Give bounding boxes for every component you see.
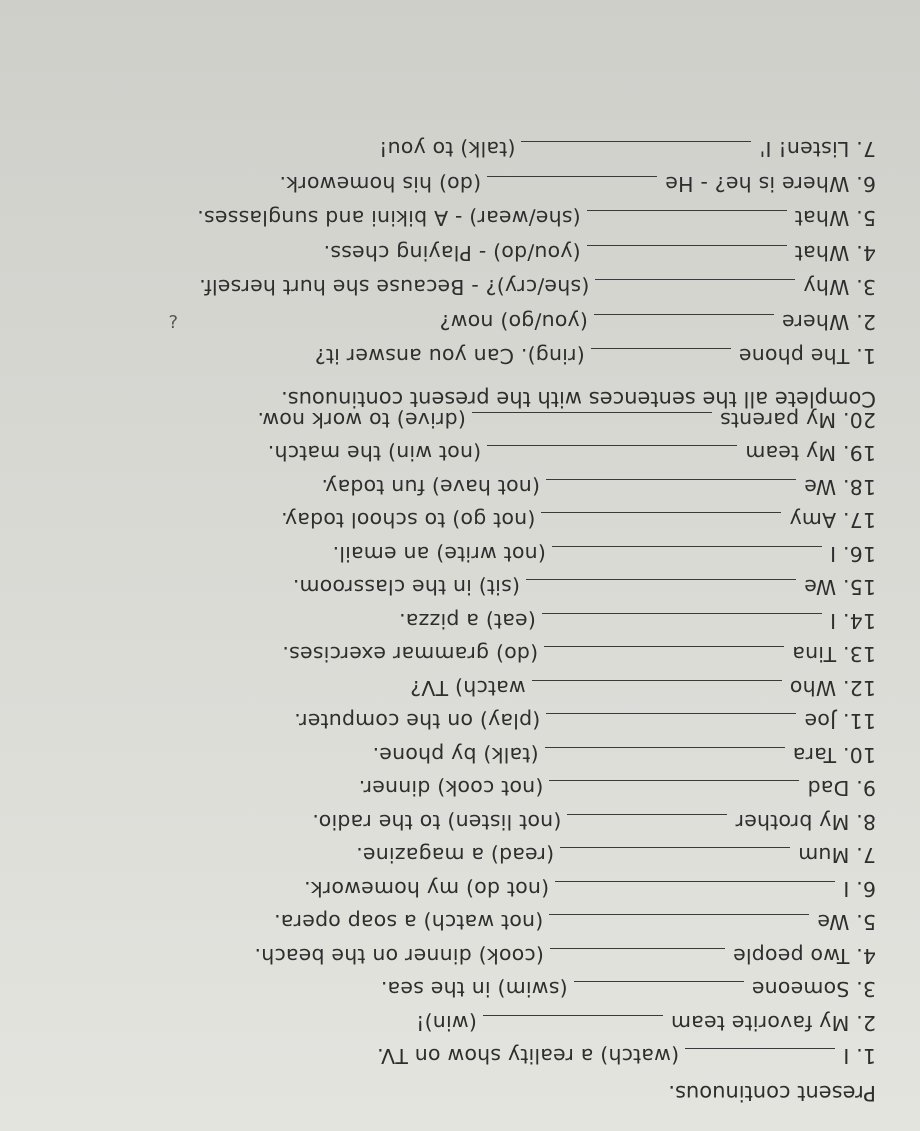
item-lead: 16. I xyxy=(829,542,876,566)
answer-blank xyxy=(541,513,781,530)
item-lead: 3. Why xyxy=(803,275,876,300)
exercise-1-item-10 xyxy=(20,743,876,777)
item-clue: watch) TV? xyxy=(410,676,526,700)
item-clue: (read) a magazine. xyxy=(356,843,555,868)
item-clue: (not listen) to the radio. xyxy=(312,810,562,834)
exercise-2-item-1 xyxy=(20,345,876,380)
answer-blank xyxy=(487,176,657,193)
exercise-1-item-15 xyxy=(20,576,876,610)
item-clue: (she/wear) - A bikini and sunglasses. xyxy=(197,206,581,231)
exercise-2-item-5 xyxy=(20,207,876,242)
exercise-1-item-9 xyxy=(20,777,876,811)
item-lead: 10. Tara xyxy=(792,743,876,767)
item-clue: (win)! xyxy=(415,1011,477,1035)
item-lead: 1. I xyxy=(843,1044,876,1069)
answer-blank xyxy=(526,580,796,597)
item-lead: 4. What xyxy=(794,241,876,265)
exercise-1-item-8 xyxy=(20,810,876,844)
exercise-1-item-2 xyxy=(20,1011,876,1045)
item-lead: 17. Amy xyxy=(789,508,876,533)
exercise-1-item-16 xyxy=(20,542,876,576)
answer-blank xyxy=(546,479,796,496)
exercise-1-item-4 xyxy=(20,944,876,978)
item-clue: (do) grammar exercises. xyxy=(282,642,539,667)
item-clue: (swim) in the sea. xyxy=(380,977,568,1002)
exercise-1-item-12 xyxy=(20,676,876,710)
item-lead: 5. We xyxy=(817,910,876,935)
item-clue: (eat) a pizza. xyxy=(398,609,536,633)
exercise-2-heading: Complete all the sentences with the present continuous. xyxy=(281,387,876,411)
exercise-2-item-6 xyxy=(20,172,876,207)
exercise-2-item-3 xyxy=(20,276,876,311)
item-lead: 9. Dad xyxy=(807,776,876,801)
answer-blank xyxy=(483,1015,663,1032)
item-clue: (drive) to work now. xyxy=(257,408,466,432)
exercise-present-continuous xyxy=(20,408,876,1105)
exercise-1-item-13 xyxy=(20,643,876,677)
answer-blank xyxy=(552,546,822,563)
answer-blank xyxy=(550,948,725,965)
item-clue: (sit) in the classroom. xyxy=(292,575,520,600)
answer-blank xyxy=(472,412,712,429)
answer-blank xyxy=(487,446,737,463)
item-clue: (play) on the computer. xyxy=(294,709,541,734)
item-lead: 2. My favorite team xyxy=(670,1011,876,1035)
item-lead: 7. Mum xyxy=(798,843,876,868)
item-lead: 13. Tina xyxy=(792,642,876,667)
exercise-2-list xyxy=(20,138,876,380)
item-clue: (not have) fun today. xyxy=(321,475,540,499)
item-lead: 6. Where is he? - He xyxy=(665,172,876,196)
answer-blank xyxy=(560,848,790,865)
item-clue: (not do) my homework. xyxy=(303,877,550,901)
exercise-complete-sentences xyxy=(20,138,876,412)
exercise-1-item-1 xyxy=(20,1045,876,1079)
exercise-1-item-17 xyxy=(20,509,876,543)
answer-blank xyxy=(549,781,799,798)
item-lead: 1. The phone xyxy=(738,344,876,369)
item-lead: 12. Who xyxy=(789,676,876,700)
exercise-1-heading: Present continuous. xyxy=(668,1081,876,1105)
item-clue: (ring). Can you answer it? xyxy=(314,344,585,369)
answer-blank xyxy=(542,613,822,630)
answer-blank xyxy=(685,1049,835,1066)
item-clue: (talk) to you! xyxy=(379,137,516,162)
item-lead: 15. We xyxy=(804,575,876,600)
pencil-question-mark: ? xyxy=(168,312,178,333)
item-lead: 18. We xyxy=(804,475,876,499)
item-lead: 19. My team xyxy=(745,441,876,466)
answer-blank xyxy=(544,647,784,664)
exercise-1-item-3 xyxy=(20,978,876,1012)
answer-blank xyxy=(546,714,796,731)
item-lead: 4. Two people xyxy=(732,944,876,968)
exercise-1-item-14 xyxy=(20,609,876,643)
exercise-2-item-7 xyxy=(20,138,876,173)
exercise-1-item-18 xyxy=(20,475,876,509)
exercise-2-item-2 xyxy=(20,310,876,345)
item-clue: (she/cry)? - Because she hurt herself. xyxy=(199,275,590,300)
item-clue: (do) his homework. xyxy=(279,172,482,196)
exercise-1-item-6 xyxy=(20,877,876,911)
exercise-1-item-20 xyxy=(20,408,876,442)
exercise-2-item-4 xyxy=(20,241,876,276)
answer-blank xyxy=(594,314,774,331)
item-lead: 7. Listen! I' xyxy=(759,137,876,162)
answer-blank xyxy=(567,814,727,831)
answer-blank xyxy=(587,211,787,228)
item-lead: 14. I xyxy=(829,609,876,633)
item-lead: 3. Someone xyxy=(751,977,876,1002)
item-lead: 11. Joe xyxy=(804,709,876,734)
item-clue: (cook) dinner on the beach. xyxy=(254,944,544,968)
exercise-1-item-7 xyxy=(20,844,876,878)
exercise-1-list xyxy=(20,408,876,1078)
exercise-1-item-11 xyxy=(20,710,876,744)
answer-blank xyxy=(521,142,751,159)
answer-blank xyxy=(595,280,795,297)
item-clue: (not write) an email. xyxy=(332,542,546,566)
item-clue: (not cook) dinner. xyxy=(358,776,544,801)
answer-blank xyxy=(545,747,785,764)
item-clue: (you/go) now? xyxy=(439,310,588,334)
item-clue: (you/do) - Playing chess. xyxy=(323,241,581,265)
exercise-1-item-19 xyxy=(20,442,876,476)
answer-blank xyxy=(555,881,835,898)
item-clue: (watch) a reality show on TV. xyxy=(376,1044,680,1069)
item-lead: 2. Where xyxy=(781,310,876,334)
item-clue: (talk) by phone. xyxy=(372,743,539,767)
answer-blank xyxy=(549,915,809,932)
item-clue: (not win) the match. xyxy=(267,441,482,466)
item-clue: (not watch) a soap opera. xyxy=(273,910,544,935)
answer-blank xyxy=(532,680,782,697)
item-lead: 5. What xyxy=(794,206,876,231)
item-lead: 20. My parents xyxy=(719,408,876,432)
answer-blank xyxy=(574,982,744,999)
answer-blank xyxy=(587,245,787,262)
answer-blank xyxy=(591,349,731,366)
exercise-1-item-5 xyxy=(20,911,876,945)
item-clue: (not go) to school today. xyxy=(280,508,536,533)
item-lead: 8. My brother xyxy=(735,810,876,834)
item-lead: 6. I xyxy=(843,877,876,901)
